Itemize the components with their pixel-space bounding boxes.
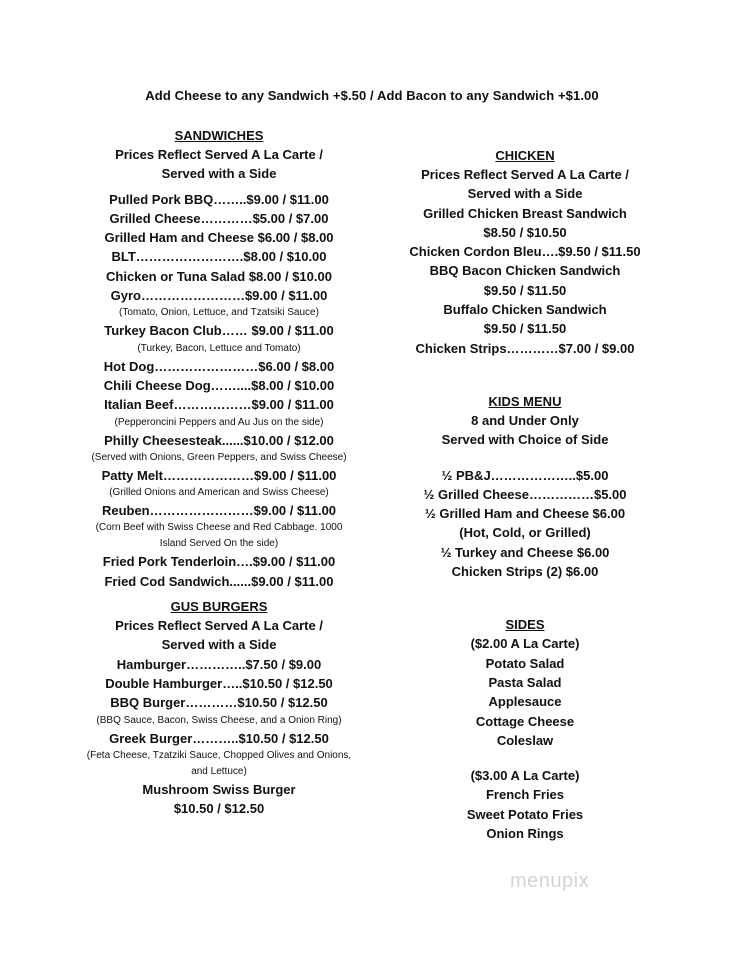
kids-note: 8 and Under Only <box>471 412 579 428</box>
kids-item: ½ Turkey and Cheese $6.00 <box>440 544 610 560</box>
menu-item: Grilled Ham and Cheese $6.00 / $8.00 <box>104 230 334 246</box>
menu-item-description: (Tomato, Onion, Lettuce, and Tzatsiki Sauce) <box>119 307 319 319</box>
menu-item: BLT…………………….$8.00 / $10.00 <box>111 249 327 265</box>
sandwiches-heading: SANDWICHES <box>174 128 264 143</box>
side-item: Cottage Cheese <box>475 713 575 729</box>
menu-item: BBQ Burger…………$10.50 / $12.50 <box>110 695 328 711</box>
menu-item: Patty Melt…………………$9.00 / $11.00 <box>101 467 337 483</box>
menu-item: Chili Cheese Dog……....$8.00 / $10.00 <box>103 377 335 393</box>
left-column <box>72 126 366 818</box>
side-item: Coleslaw <box>496 732 554 748</box>
chicken-line: Prices Reflect Served A La Carte / <box>421 167 629 182</box>
menu-item: Chicken or Tuna Salad $8.00 / $10.00 <box>106 268 332 284</box>
kids-item: ½ PB&J………………..$5.00 <box>441 467 609 483</box>
kids-item: Chicken Strips (2) $6.00 <box>451 564 599 580</box>
chicken-line: Chicken Cordon Bleu….$9.50 / $11.50 <box>409 244 641 260</box>
chicken-heading: CHICKEN <box>495 148 555 163</box>
menu-item-description: (Turkey, Bacon, Lettuce and Tomato) <box>137 342 301 354</box>
kids-heading: KIDS MENU <box>488 393 562 409</box>
chicken-line: Buffalo Chicken Sandwich <box>443 302 607 318</box>
menu-item: Hot Dog……………………$6.00 / $8.00 <box>103 358 335 374</box>
sandwiches-note: Prices Reflect Served A La Carte / <box>115 147 323 162</box>
sides-group2-list <box>380 785 670 843</box>
menu-item-description: (Grilled Onions and American and Swiss Cheese) <box>109 487 329 499</box>
menu-item: Italian Beef………………$9.00 / $11.00 <box>104 397 334 413</box>
burgers-heading: GUS BURGERS <box>170 599 268 615</box>
menu-item: Gyro……………………$9.00 / $11.00 <box>110 288 328 304</box>
chicken-line: Chicken Strips…………$7.00 / $9.00 <box>415 340 635 356</box>
menu-item: Turkey Bacon Club…… $9.00 / $11.00 <box>104 323 334 339</box>
chicken-line: $8.50 / $10.50 <box>483 224 567 240</box>
right-column <box>380 146 670 843</box>
sides-price: ($3.00 A La Carte) <box>470 768 580 784</box>
sandwiches-note: Served with a Side <box>161 166 277 182</box>
menu-item-description: (Served with Onions, Green Peppers, and Swiss Cheese) <box>91 451 347 463</box>
menu-item: Double Hamburger…..$10.50 / $12.50 <box>105 675 333 691</box>
menu-item: Greek Burger………..$10.50 / $12.50 <box>109 730 329 746</box>
menu-item: $10.50 / $12.50 <box>173 801 265 817</box>
chicken-list <box>380 165 670 358</box>
sides-heading: SIDES <box>505 617 545 633</box>
kids-note: Served with Choice of Side <box>441 432 609 448</box>
burgers-note: Served with a Side <box>161 637 277 653</box>
menu-item: Fried Cod Sandwich......$9.00 / $11.00 <box>104 573 334 589</box>
kids-list <box>380 466 670 582</box>
sides-price: ($2.00 A La Carte) <box>470 636 580 652</box>
side-item: Applesauce <box>488 694 562 710</box>
side-item: Onion Rings <box>486 826 564 842</box>
chicken-line: Grilled Chicken Breast Sandwich <box>423 205 627 221</box>
menupix-watermark: menupix <box>510 870 590 892</box>
menu-item: Fried Pork Tenderloin….$9.00 / $11.00 <box>102 554 336 570</box>
menu-item: Mushroom Swiss Burger <box>142 781 296 797</box>
burgers-note: Prices Reflect Served A La Carte / <box>115 618 323 634</box>
chicken-line: BBQ Bacon Chicken Sandwich <box>429 263 621 279</box>
side-item: French Fries <box>485 787 565 803</box>
kids-item: ½ Grilled Ham and Cheese $6.00 <box>424 506 626 522</box>
menu-item: Hamburger…………..$7.50 / $9.00 <box>116 656 322 672</box>
kids-item: ½ Grilled Cheese……………$5.00 <box>423 486 627 502</box>
chicken-line: $9.50 / $11.50 <box>483 282 567 298</box>
side-item: Pasta Salad <box>488 674 562 690</box>
sandwich-list <box>72 190 366 591</box>
side-item: Sweet Potato Fries <box>466 806 584 822</box>
menu-item-description: (Feta Cheese, Tzatziki Sauce, Chopped Olives and Onions, and Lettuce) <box>86 749 352 777</box>
chicken-line: Served with a Side <box>467 186 583 202</box>
kids-item: (Hot, Cold, or Grilled) <box>459 525 591 541</box>
menu-item-description: (BBQ Sauce, Bacon, Swiss Cheese, and a Onion Ring) <box>96 714 342 726</box>
chicken-line: $9.50 / $11.50 <box>483 321 567 337</box>
menu-item: Pulled Pork BBQ……..$9.00 / $11.00 <box>109 191 329 207</box>
menu-item: Grilled Cheese…………$5.00 / $7.00 <box>109 210 329 226</box>
menu-item-description: (Corn Beef with Swiss Cheese and Red Cabbage. 1000 Island Served On the side) <box>95 522 343 550</box>
menu-item-description: (Pepperoncini Peppers and Au Jus on the side) <box>114 416 324 428</box>
burger-list <box>72 655 366 819</box>
side-item: Potato Salad <box>485 655 565 671</box>
menu-banner: Add Cheese to any Sandwich +$.50 / Add Bacon to any Sandwich +$1.00 <box>145 88 599 103</box>
menu-item: Philly Cheesesteak......$10.00 / $12.00 <box>104 432 334 448</box>
menu-item: Reuben……………………$9.00 / $11.00 <box>101 503 337 519</box>
sides-group1-list <box>380 654 670 750</box>
